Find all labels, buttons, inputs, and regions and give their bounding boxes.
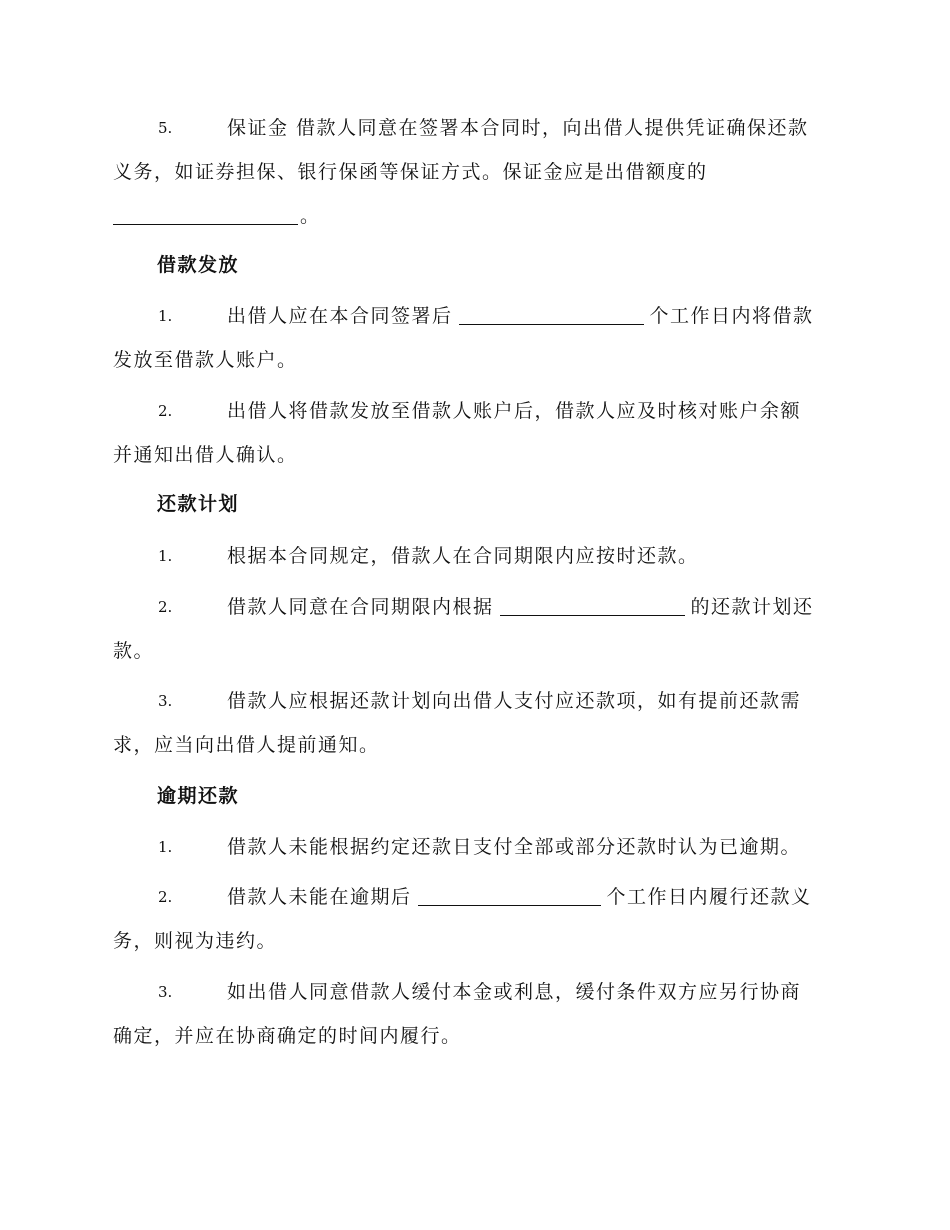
clause-plan-3 [113,690,833,756]
clause-line [113,836,833,858]
fill-in-blank[interactable] [113,206,298,225]
clause-line [113,886,833,908]
clause-text: 个工作日内将借款 [649,305,814,327]
clause-disburse-1 [113,305,833,371]
clause-number: 3. [158,692,173,710]
clause-plan-2 [113,596,833,662]
clause-line [113,117,833,139]
section-heading-repayment-plan: 还款计划 [157,493,240,515]
clause-text: 个工作日内履行还款义 [606,886,812,908]
clause-line: 务，则视为违约。 [113,930,278,952]
clause-text: 借款人同意在合同期限内根据 [227,596,494,618]
clause-line [113,690,833,712]
clause-text: 保证金 借款人同意在签署本合同时，向出借人提供凭证确保还款 [227,117,809,139]
clause-plan-1 [113,545,833,567]
clause-line: 求，应当向出借人提前通知。 [113,734,380,756]
fill-in-blank[interactable] [418,887,601,906]
clause-text: 借款人应根据还款计划向出借人支付应还款项，如有提前还款需 [227,690,802,712]
fill-in-blank[interactable] [459,306,644,325]
clause-overdue-2 [113,886,833,952]
clause-text: 根据本合同规定，借款人在合同期限内应按时还款。 [227,545,699,567]
clause-line [113,545,833,567]
clause-text: 出借人应在本合同签署后 [227,305,453,327]
clause-number: 5. [158,119,173,137]
clause-text: 借款人未能根据约定还款日支付全部或部分还款时认为已逾期。 [227,836,802,858]
clause-disburse-2 [113,400,833,466]
clause-text-group [227,305,814,327]
fill-in-blank[interactable] [500,597,685,616]
section-heading-disbursement: 借款发放 [157,254,240,276]
clause-line: 义务，如证券担保、银行保函等保证方式。保证金应是出借额度的 [113,161,708,183]
clause-number: 2. [158,402,173,420]
clause-text: 借款人未能在逾期后 [227,886,412,908]
clause-overdue-1 [113,836,833,858]
clause-line [113,596,833,618]
clause-overdue-3 [113,981,833,1047]
clause-line: 发放至借款人账户。 [113,349,298,371]
section-heading-overdue: 逾期还款 [157,785,240,807]
clause-number: 1. [158,838,173,856]
clause-number: 2. [158,598,173,616]
clause-line [113,981,833,1003]
clause-line: 并通知出借人确认。 [113,444,298,466]
clause-text-group [227,596,814,618]
clause-number: 1. [158,547,173,565]
clause-text: 。 [300,205,321,227]
clause-5 [113,117,833,227]
clause-text: 出借人将借款发放至借款人账户后，借款人应及时核对账户余额 [227,400,802,422]
clause-text: 的还款计划还 [690,596,814,618]
clause-line: 款。 [113,640,155,662]
clause-text-group [227,886,812,908]
clause-number: 1. [158,307,173,325]
clause-line [113,205,833,227]
clause-number: 3. [158,983,173,1001]
clause-number: 2. [158,888,173,906]
clause-line [113,305,833,327]
clause-text: 如出借人同意借款人缓付本金或利息，缓付条件双方应另行协商 [227,981,802,1003]
clause-line [113,400,833,422]
clause-line: 确定，并应在协商确定的时间内履行。 [113,1025,462,1047]
